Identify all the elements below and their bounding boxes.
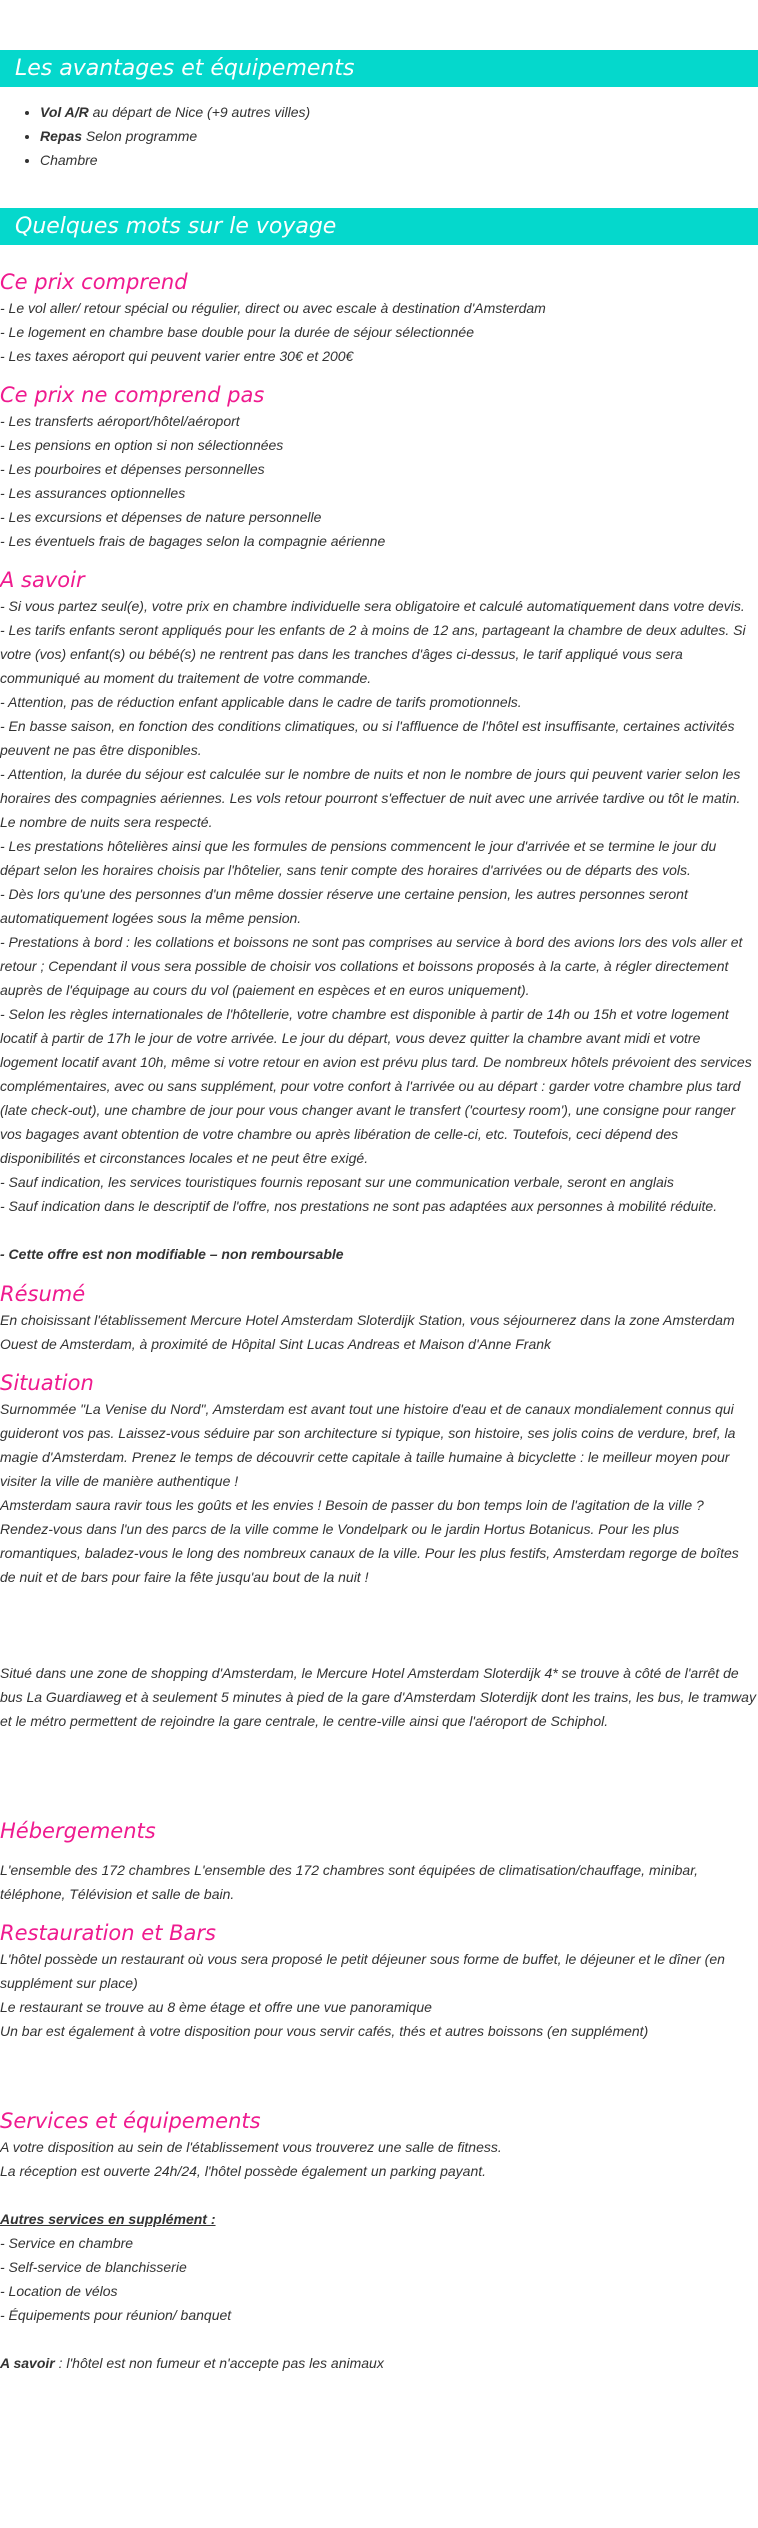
excludes-section [0,381,758,553]
includes-section [0,268,758,368]
feature-text: Chambre [40,152,98,168]
know-section [0,566,758,1266]
lodging-text: L'ensemble des 172 chambres L'ensemble des 172 chambres sont équipées de climatisation/chauffage, minibar, téléphone, Télévision et salle de bain. [0,1862,698,1902]
includes-line: - Les taxes aéroport qui peuvent varier entre 30€ et 200€ [0,348,354,364]
voyage-title: Quelques mots sur le voyage [15,214,337,239]
excludes-line: - Les pensions en option si non sélectionnées [0,437,284,453]
situation-paragraph: Amsterdam saura ravir tous les goûts et les envies ! Besoin de passer du bon temps loin de l'agitation de la ville ? Rendez-vous dans l'un des parcs de la ville comme le Vondelpark ou le jardin Hortus Botanicus. Pour les plus romantiques, baladez-vous le long des nombreux canaux de la ville. Pour les plus festifs, Amsterdam regorge de boîtes de nuit et de bars pour faire la fête jusqu'au bout de la nuit ! [0,1497,739,1585]
know-line: - Dès lors qu'une des personnes d'un même dossier réserve une certaine pension, les autres personnes seront automatiquement logées sous la même pension. [0,886,688,926]
includes-heading: Ce prix comprend [0,270,188,294]
extra-service-item: - Self-service de blanchisserie [0,2259,187,2275]
extra-service-item: - Service en chambre [0,2235,134,2251]
summary-heading: Résumé [0,1282,86,1306]
know-line: - Sauf indication dans le descriptif de l'offre, nos prestations ne sont pas adaptées aux personnes à mobilité réduite. [0,1198,718,1214]
services-line: A votre disposition au sein de l'établissement vous trouverez une salle de fitness. [0,2139,502,2155]
know-line: - Selon les règles internationales de l'hôtellerie, votre chambre est disponible à partir de 14h ou 15h et votre logement locatif à partir de 17h le jour de votre arrivée. Le jour du départ, vous devez quitter la chambre avant midi et votre logement locatif avant 10h, même si votre retour en avion est prévu plus tard. De nombreux hôtels prévoient des services complémentaires, avec ou sans supplément, pour votre confort à l'arrivée ou au départ : garder votre chambre plus tard (late check-out), une chambre de jour pour vous changer avant le transfert ('courtesy room'), une consigne pour ranger vos bagages avant obtention de votre chambre ou après libération de celle-ci, etc. Toutefois, ceci dépend des disponibilités et circonstances locales et ne peut être exigé. [0,1006,752,1166]
lodging-section [0,1817,758,1906]
excludes-line: - Les transferts aéroport/hôtel/aéroport [0,413,240,429]
food-line: Le restaurant se trouve au 8 ème étage et offre une vue panoramique [0,1999,432,2015]
extra-service-item: - Équipements pour réunion/ banquet [0,2307,232,2323]
services-line: La réception est ouverte 24h/24, l'hôtel possède également un parking payant. [0,2163,487,2179]
voyage-banner [0,208,758,245]
know-line: - En basse saison, en fonction des conditions climatiques, ou si l'affluence de l'hôtel est insuffisante, certaines activités peuvent ne pas être disponibles. [0,718,735,758]
food-section [0,1919,758,2043]
know-line: - Sauf indication, les services touristiques fournis reposant sur une communication verbale, seront en anglais [0,1174,674,1190]
feature-item [40,100,758,124]
know-line: - Les prestations hôtelières ainsi que les formules de pensions commencent le jour d'arrivée et se termine le jour du départ selon les horaires choisis par l'hôtelier, sans tenir compte des horaires d'arrivées ou de départs des vols. [0,838,717,878]
advantages-title: Les avantages et équipements [15,56,355,81]
situation-paragraph: Surnommée "La Venise du Nord", Amsterdam est avant tout une histoire d'eau et de canaux mondialement connus qui guideront vos pas. Laissez-vous séduire par son architecture si typique, son histoire, ses jolis coins de verdure, bref, la magie d'Amsterdam. Prenez le temps de découvrir cette capitale à taille humaine à bicyclette : le meilleur moyen pour visiter la ville de manière authentique ! [0,1401,736,1489]
feature-bold: Vol A/R [40,104,89,120]
extra-service-item: - Location de vélos [0,2283,118,2299]
services-section [0,2107,758,2375]
summary-section [0,1280,758,1356]
food-line: Un bar est également à votre disposition pour vous servir cafés, thés et autres boissons (en supplément) [0,2023,649,2039]
note-label: A savoir [0,2355,55,2371]
services-heading: Services et équipements [0,2109,261,2133]
features-list [0,100,758,172]
excludes-line: - Les assurances optionnelles [0,485,186,501]
know-line: - Prestations à bord : les collations et boissons ne sont pas comprises au service à bord des avions lors des vols aller et retour ; Cependant il vous sera possible de choisir vos collations et boissons proposés à la carte, à régler directement auprès de l'équipage au cours du vol (paiement en espèces et en euros uniquement). [0,934,743,998]
includes-line: - Le vol aller/ retour spécial ou régulier, direct ou avec escale à destination d'Amsterdam [0,300,546,316]
non-refundable-notice: - Cette offre est non modifiable – non remboursable [0,1246,344,1262]
feature-item [40,124,758,148]
feature-bold: Repas [40,128,83,144]
includes-line: - Le logement en chambre base double pour la durée de séjour sélectionnée [0,324,474,340]
advantages-banner [0,50,758,87]
lodging-heading: Hébergements [0,1819,156,1843]
services-note [0,2351,758,2375]
feature-text: au départ de Nice (+9 autres villes) [88,104,311,120]
note-text: : l'hôtel est non fumeur et n'accepte pas les animaux [54,2355,384,2371]
know-line: - Attention, la durée du séjour est calculée sur le nombre de nuits et non le nombre de jours qui peuvent varier selon les horaires des compagnies aériennes. Les vols retour pourront s'effectuer de nuit avec une arrivée tardive ou tôt le matin. Le nombre de nuits sera respecté. [0,766,741,830]
situation-heading: Situation [0,1371,94,1395]
feature-item [40,148,758,172]
know-line: - Les tarifs enfants seront appliqués pour les enfants de 2 à moins de 12 ans, partageant la chambre de deux adultes. Si votre (vos) enfant(s) ou bébé(s) ne rentrent pas dans les tranches d'âges ci-dessus, le tarif appliqué vous sera communiqué au moment du traitement de votre commande. [0,622,746,686]
extra-services-heading: Autres services en supplément : [0,2211,216,2227]
know-heading: A savoir [0,568,85,592]
know-line: - Attention, pas de réduction enfant applicable dans le cadre de tarifs promotionnels. [0,694,522,710]
excludes-line: - Les excursions et dépenses de nature personnelle [0,509,322,525]
situation-section [0,1369,758,1733]
situation-paragraph: Situé dans une zone de shopping d'Amsterdam, le Mercure Hotel Amsterdam Sloterdijk 4* se trouve à côté de l'arrêt de bus La Guardiaweg et à seulement 5 minutes à pied de la gare d'Amsterdam Sloterdijk dont les trains, les bus, le tramway et le métro permettent de rejoindre la gare centrale, le centre-ville ainsi que l'aéroport de Schiphol. [0,1665,756,1729]
feature-text: Selon programme [82,128,198,144]
food-heading: Restauration et Bars [0,1921,216,1945]
know-line: - Si vous partez seul(e), votre prix en chambre individuelle sera obligatoire et calculé automatiquement dans votre devis. [0,598,745,614]
excludes-heading: Ce prix ne comprend pas [0,383,265,407]
excludes-line: - Les pourboires et dépenses personnelles [0,461,265,477]
excludes-line: - Les éventuels frais de bagages selon la compagnie aérienne [0,533,386,549]
summary-text: En choisissant l'établissement Mercure Hotel Amsterdam Sloterdijk Station, vous séjournerez dans la zone Amsterdam Ouest de Amsterdam, à proximité de Hôpital Sint Lucas Andreas et Maison d'Anne Frank [0,1312,735,1352]
food-line: L'hôtel possède un restaurant où vous sera proposé le petit déjeuner sous forme de buffet, le déjeuner et le dîner (en supplément sur place) [0,1951,725,1991]
